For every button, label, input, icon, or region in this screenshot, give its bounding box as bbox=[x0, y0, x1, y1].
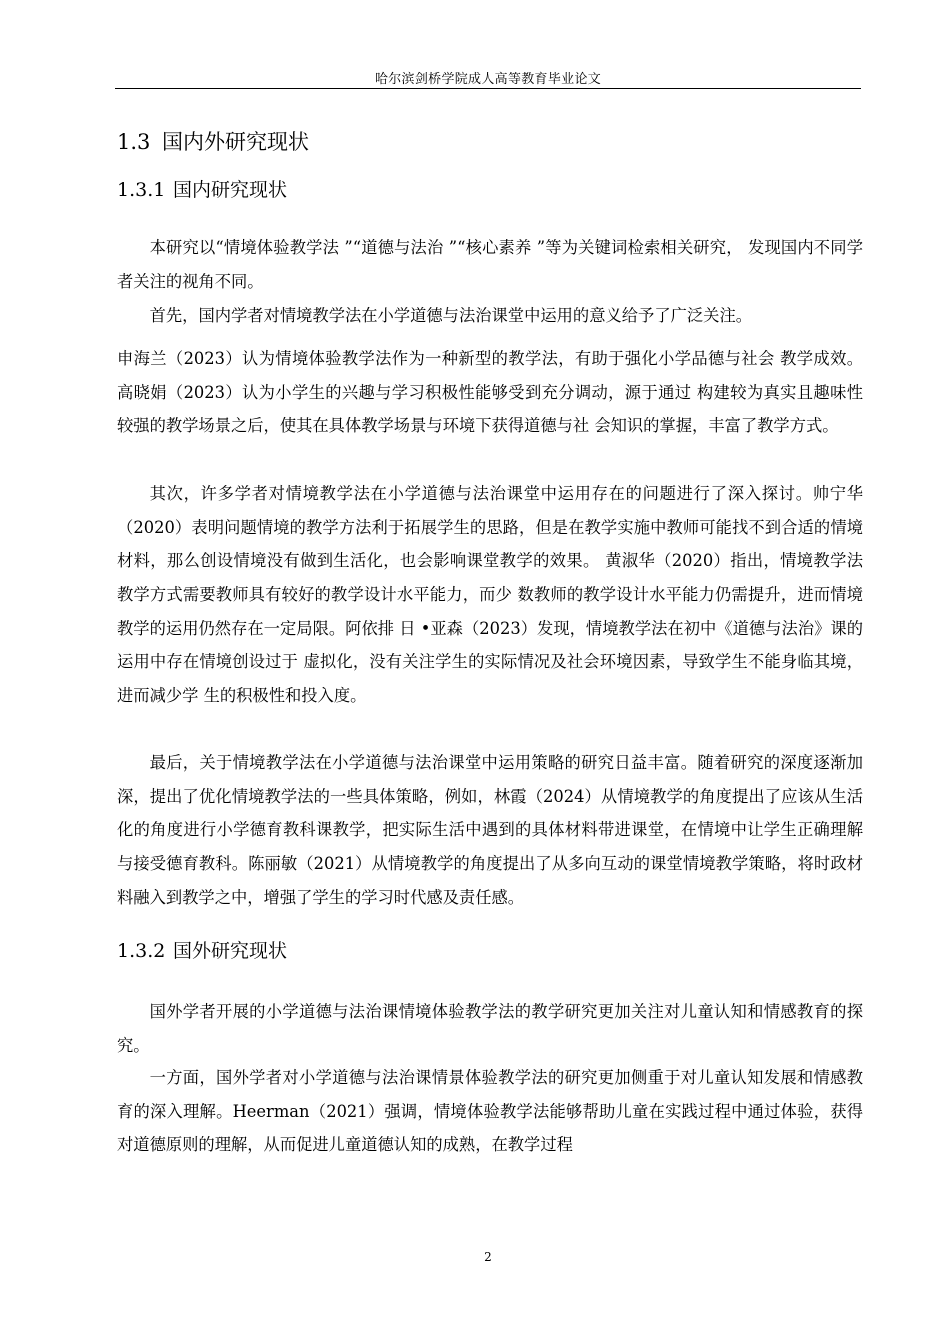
paragraph: 其次，许多学者对情境教学法在小学道德与法治课堂中运用存在的问题进行了深入探讨。帅宁华（2020）表明问题情境的教学方法利于拓展学生的思路，但是在教学实施中教师可能找不到合适的情境材料，那么创设情境没有做到生活化，也会影响课堂教学的效果。 黄淑华（2020）指出，情境教学法教学方式需要教师具有较好的教学设计水平能力，而少 数教师的教学设计水平能力仍需提升，进而情境教学的运用仍然存在一定局限。阿依排 日 •亚森（2023）发现，情境教学法在初中《道德与法治》课的运用中存在情境创设过于 虚拟化，没有关注学生的实际情况及社会环境因素，导致学生不能身临其境，进而减少学 生的积极性和投入度。 bbox=[117, 484, 863, 705]
paragraph: 本研究以“情境体验教学法 ”“道德与法治 ”“核心素养 ”等为关键词检索相关研究， 发现国内不同学者关注的视角不同。 bbox=[117, 238, 863, 291]
subsection-title: 国内研究现状 bbox=[173, 179, 288, 201]
paragraph: 首先，国内学者对情境教学法在小学道德与法治课堂中运用的意义给予了广泛关注。 bbox=[149, 306, 753, 326]
paragraph: 一方面，国外学者对小学道德与法治课情景体验教学法的研究更加侧重于对儿童认知发展和情感教育的深入理解。Heerman（2021）强调，情境体验教学法能够帮助儿童在实践过程中通过体验，获得对道德原则的理解，从而促进儿童道德认知的成熟，在教学过程 bbox=[117, 1068, 863, 1155]
subsection-title: 国外研究现状 bbox=[173, 940, 288, 962]
section-heading bbox=[117, 126, 309, 156]
subsection-number: 1.3.2 bbox=[117, 940, 166, 962]
paragraph: 申海兰（2023）认为情境体验教学法作为一种新型的教学法，有助于强化小学品德与社会 教学成效。高晓娟（2023）认为小学生的兴趣与学习积极性能够受到充分调动，源于通过 构建较为真实且趣味性较强的教学场景之后，使其在具体教学场景与环境下获得道德与社 会知识的掌握，丰富了教学方式。 bbox=[117, 349, 863, 436]
paragraph: 最后，关于情境教学法在小学道德与法治课堂中运用策略的研究日益丰富。随着研究的深度逐渐加深，提出了优化情境教学法的一些具体策略，例如，林霞（2024）从情境教学的角度提出了应该从生活化的角度进行小学德育教科课教学，把实际生活中遇到的具体材料带进课堂，在情境中让学生正确理解与接受德育教科。陈丽敏（2021）从情境教学的角度提出了从多向互动的课堂情境教学策略，将时政材料融入到教学之中，增强了学生的学习时代感及责任感。 bbox=[117, 753, 863, 907]
running-header: 哈尔滨剑桥学院成人高等教育毕业论文 bbox=[374, 72, 602, 87]
section-number: 1.3 bbox=[117, 130, 151, 154]
paragraph: 国外学者开展的小学道德与法治课情境体验教学法的教学研究更加关注对儿童认知和情感教育的探究。 bbox=[117, 1002, 863, 1055]
subsection-heading-foreign bbox=[117, 936, 287, 963]
subsection-number: 1.3.1 bbox=[117, 179, 166, 201]
page-number: 2 bbox=[484, 1250, 492, 1264]
subsection-heading-domestic bbox=[117, 175, 287, 202]
header-divider bbox=[115, 88, 861, 89]
section-title: 国内外研究现状 bbox=[162, 130, 309, 154]
